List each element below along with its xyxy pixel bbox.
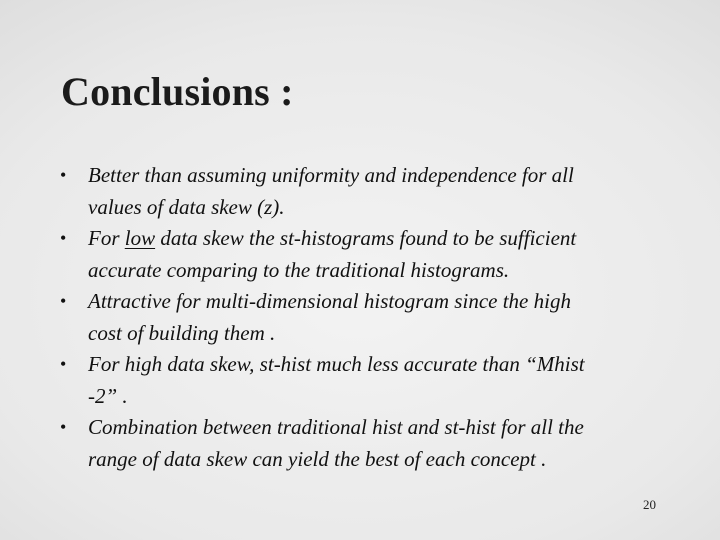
bullet-text-line: values of data skew (z). — [88, 194, 285, 219]
bullet-text-line: -2” . — [88, 383, 128, 408]
bullet-item — [60, 286, 700, 349]
bullet-item — [60, 160, 700, 223]
slide-title: Conclusions : — [61, 69, 294, 114]
bullet-text-line: cost of building them . — [88, 320, 276, 345]
bullet-text-line: For high data skew, st-hist much less accurate than “Mhist — [88, 352, 585, 376]
bullet-list — [60, 160, 700, 475]
bullet-marker: • — [60, 417, 67, 437]
bullet-text-segment: data skew the st-histograms found to be sufficient — [155, 226, 577, 250]
bullet-text-line — [88, 223, 700, 255]
bullet-item — [60, 349, 700, 412]
bullet-marker: • — [60, 354, 67, 374]
bullet-item — [60, 412, 700, 475]
bullet-item — [60, 223, 700, 286]
page-number: 20 — [643, 497, 656, 512]
bullet-marker: • — [60, 291, 67, 311]
bullet-text-line: Attractive for multi-dimensional histogram since the high — [88, 289, 571, 313]
underlined-word: low — [124, 226, 156, 250]
bullet-text-segment: For — [88, 226, 125, 250]
bullet-text-line: range of data skew can yield the best of each concept . — [88, 446, 547, 471]
bullet-text-line: Better than assuming uniformity and independence for all — [88, 163, 574, 187]
bullet-marker: • — [60, 228, 67, 248]
bullet-text-line: accurate comparing to the traditional histograms. — [88, 257, 510, 282]
bullet-marker: • — [60, 165, 67, 185]
bullet-text-line: Combination between traditional hist and st-hist for all the — [88, 415, 584, 439]
